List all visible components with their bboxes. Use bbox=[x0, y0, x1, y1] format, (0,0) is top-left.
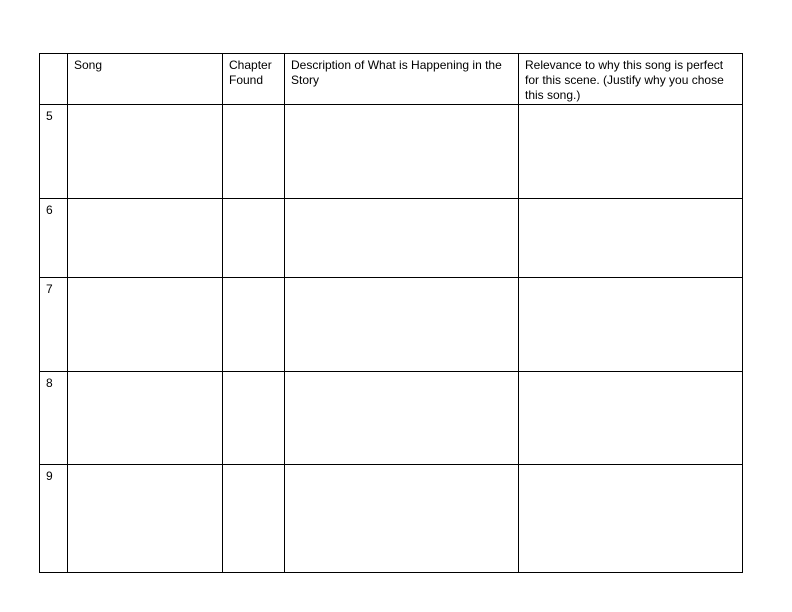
description-cell[interactable] bbox=[285, 278, 519, 372]
song-cell[interactable] bbox=[68, 105, 223, 199]
song-cell[interactable] bbox=[68, 465, 223, 573]
song-cell[interactable] bbox=[68, 372, 223, 465]
table-row bbox=[40, 372, 743, 465]
relevance-cell[interactable] bbox=[519, 465, 743, 573]
header-chapter-found: Chapter Found bbox=[223, 54, 285, 105]
row-number-cell: 9 bbox=[40, 465, 68, 573]
table-row bbox=[40, 105, 743, 199]
song-cell[interactable] bbox=[68, 199, 223, 278]
description-cell[interactable] bbox=[285, 105, 519, 199]
chapter-cell[interactable] bbox=[223, 372, 285, 465]
header-row bbox=[40, 54, 743, 105]
relevance-cell[interactable] bbox=[519, 199, 743, 278]
chapter-cell[interactable] bbox=[223, 199, 285, 278]
table-row bbox=[40, 465, 743, 573]
row-number-cell: 5 bbox=[40, 105, 68, 199]
chapter-cell[interactable] bbox=[223, 278, 285, 372]
relevance-cell[interactable] bbox=[519, 372, 743, 465]
chapter-cell[interactable] bbox=[223, 105, 285, 199]
header-song: Song bbox=[68, 54, 223, 105]
description-cell[interactable] bbox=[285, 199, 519, 278]
relevance-cell[interactable] bbox=[519, 105, 743, 199]
row-number-cell: 7 bbox=[40, 278, 68, 372]
description-cell[interactable] bbox=[285, 465, 519, 573]
row-number-cell: 8 bbox=[40, 372, 68, 465]
table-row bbox=[40, 199, 743, 278]
chapter-cell[interactable] bbox=[223, 465, 285, 573]
row-number-cell: 6 bbox=[40, 199, 68, 278]
song-worksheet-table bbox=[39, 53, 743, 573]
song-cell[interactable] bbox=[68, 278, 223, 372]
relevance-cell[interactable] bbox=[519, 278, 743, 372]
header-number bbox=[40, 54, 68, 105]
description-cell[interactable] bbox=[285, 372, 519, 465]
header-description: Description of What is Happening in the Story bbox=[285, 54, 519, 105]
header-relevance: Relevance to why this song is perfect for this scene. (Justify why you chose this song.) bbox=[519, 54, 743, 105]
table-row bbox=[40, 278, 743, 372]
